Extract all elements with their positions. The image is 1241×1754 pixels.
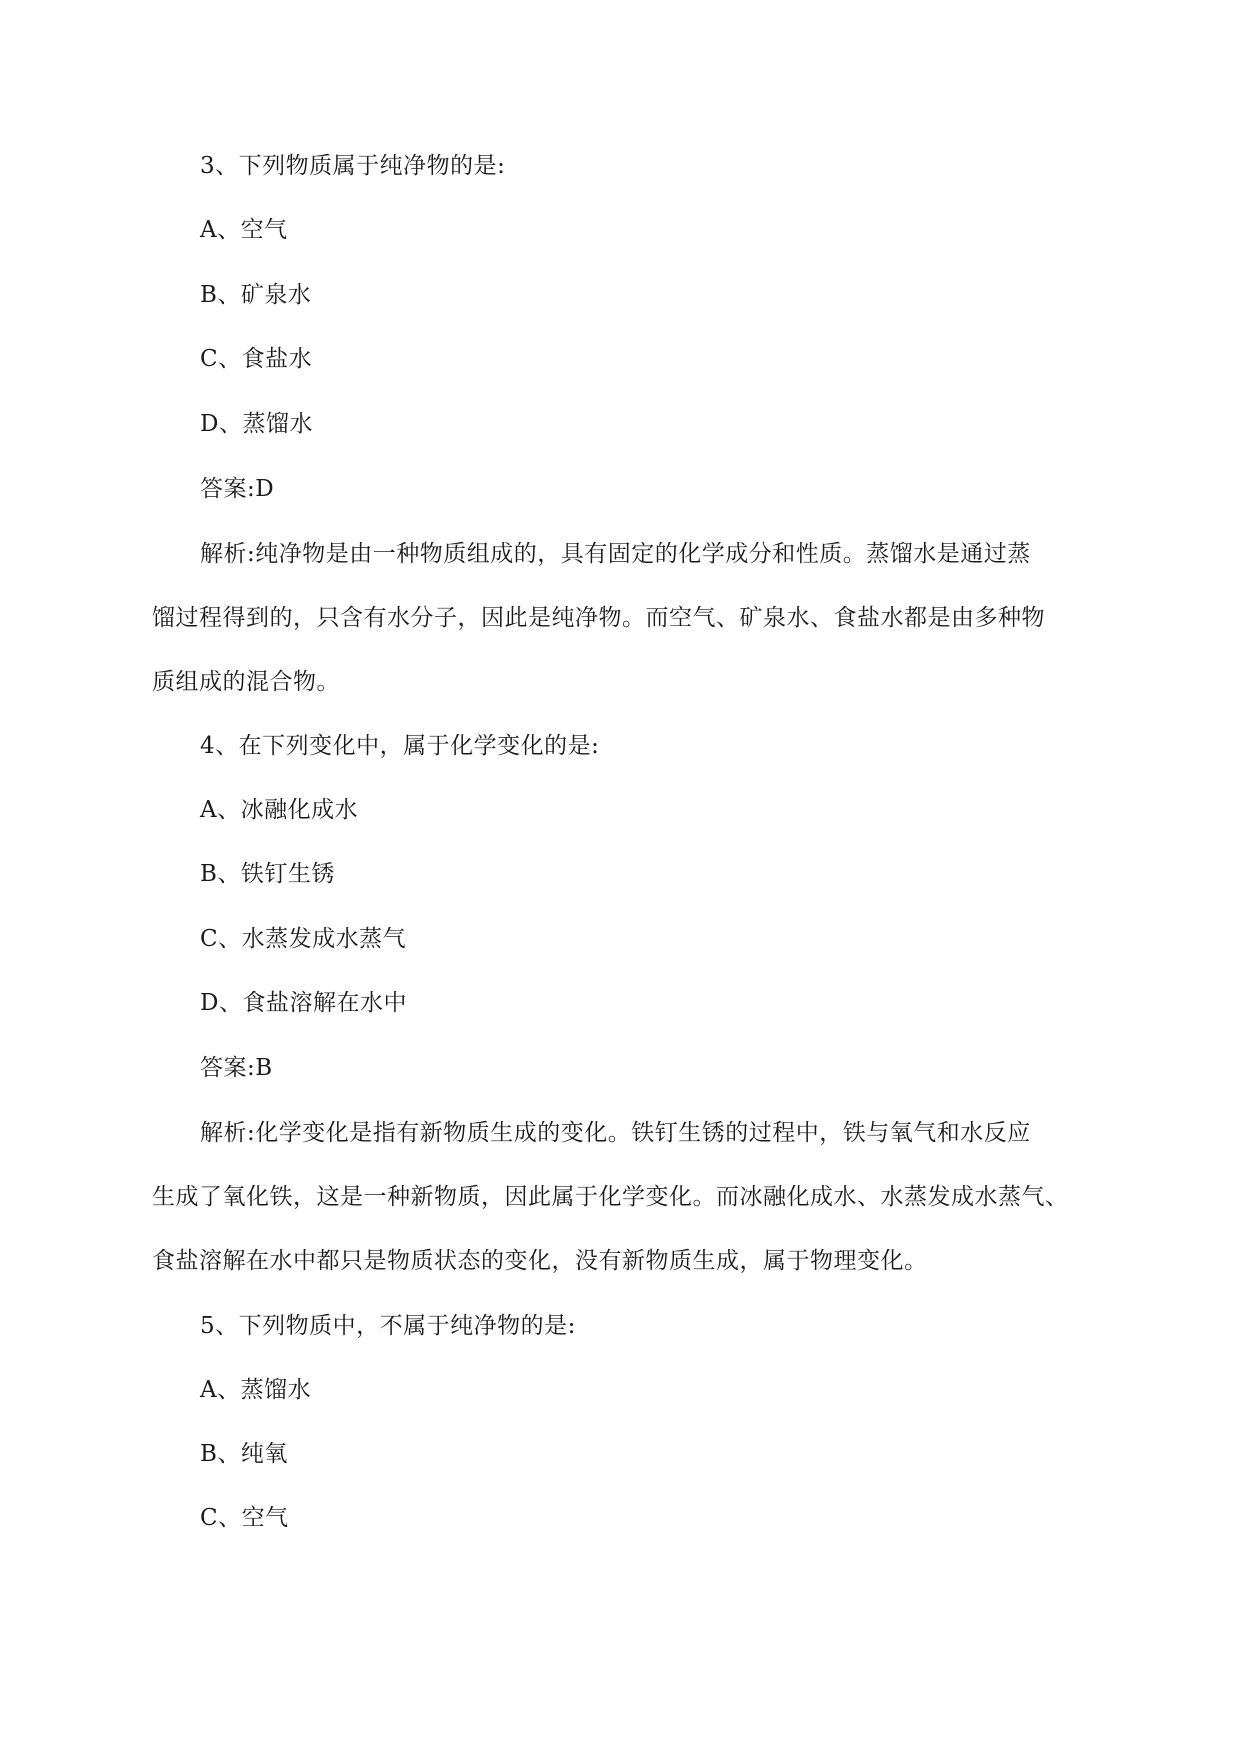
question-4-text: 4、在下列变化中，属于化学变化的是: <box>200 733 600 759</box>
question-4-option-b: B、铁钉生锈 <box>200 861 335 887</box>
question-5-option-b: B、纯氧 <box>200 1441 288 1467</box>
question-4-option-c: C、水蒸发成水蒸气 <box>200 926 407 952</box>
question-5-text: 5、下列物质中，不属于纯净物的是: <box>200 1313 576 1339</box>
question-3-text: 3、下列物质属于纯净物的是: <box>200 153 506 179</box>
question-3-option-c: C、食盐水 <box>200 346 313 372</box>
question-3-answer: 答案:D <box>200 476 275 502</box>
question-4-option-a: A、冰融化成水 <box>200 797 359 823</box>
question-4-explanation-line-1: 解析:化学变化是指有新物质生成的变化。铁钉生锈的过程中，铁与氧气和水反应 <box>200 1120 1031 1146</box>
question-3-option-b: B、矿泉水 <box>200 282 312 308</box>
question-3-option-d: D、蒸馏水 <box>200 411 313 437</box>
question-4-explanation-line-3: 食盐溶解在水中都只是物质状态的变化，没有新物质生成，属于物理变化。 <box>152 1248 928 1274</box>
question-3-option-a: A、空气 <box>200 217 288 243</box>
question-3-explanation-line-1: 解析:纯净物是由一种物质组成的，具有固定的化学成分和性质。蒸馏水是通过蒸 <box>200 541 1031 567</box>
question-4-answer: 答案:B <box>200 1055 273 1081</box>
question-3-explanation-line-3: 质组成的混合物。 <box>152 669 340 695</box>
question-5-option-c: C、空气 <box>200 1505 289 1531</box>
question-4-option-d: D、食盐溶解在水中 <box>200 990 407 1016</box>
question-5-option-a: A、蒸馏水 <box>200 1377 312 1403</box>
question-4-explanation-line-2: 生成了氧化铁，这是一种新物质，因此属于化学变化。而冰融化成水、水蒸发成水蒸气、 <box>152 1184 1069 1210</box>
question-3-explanation-line-2: 馏过程得到的，只含有水分子，因此是纯净物。而空气、矿泉水、食盐水都是由多种物 <box>152 605 1045 631</box>
